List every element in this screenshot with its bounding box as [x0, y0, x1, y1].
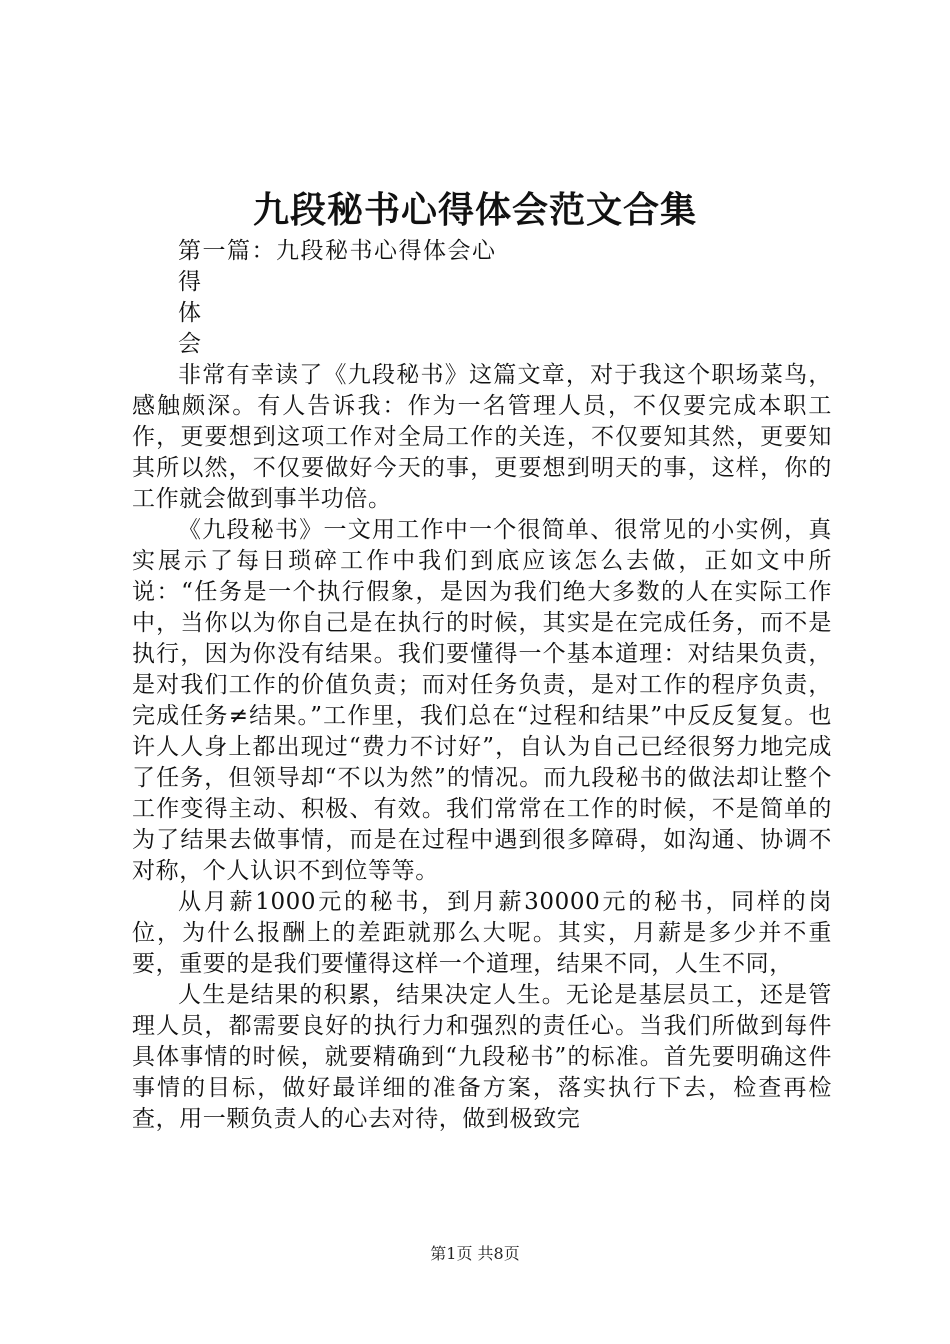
body-paragraph-1: 非常有幸读了《九段秘书》这篇文章，对于我这个职场菜鸟，感触颇深。有人告诉我：作为一名管理人员，不仅要完成本职工作，更要想到这项工作对全局工作的关连，不仅要知其然，更要知其所以然，不仅要做好今天的事，更要想到明天的事，这样，你的工作就会做到事半功倍。	[132, 362, 832, 512]
heading-continuation-char: 体	[178, 300, 202, 326]
heading-continuation-char: 会	[178, 331, 202, 357]
body-paragraph-2: 《九段秘书》一文用工作中一个很简单、很常见的小实例，真实展示了每日琐碎工作中我们到底应该怎么去做，正如文中所说：“任务是一个执行假象，是因为我们绝大多数的人在实际工作中，当你以为你自己是在执行的时候，其实是在完成任务，而不是执行，因为你没有结果。我们要懂得一个基本道理：对结果负责，是对我们工作的价值负责；而对任务负责，是对工作的程序负责，完成任务≠结果。”工作里，我们总在“过程和结果”中反反复复。也许人人身上都出现过“费力不讨好”，自认为自己已经很努力地完成了任务，但领导却“不以为然”的情况。而九段秘书的做法却让整个工作变得主动、积极、有效。我们常常在工作的时候，不是简单的为了结果去做事情，而是在过程中遇到很多障碍，如沟通、协调不对称，个人认识不到位等等。	[132, 517, 832, 884]
document-title: 九段秘书心得体会范文合集	[252, 189, 697, 231]
heading-continuation-char: 得	[178, 269, 202, 295]
page-number-footer: 第1页 共8页	[430, 1244, 520, 1263]
section-heading: 第一篇：九段秘书心得体会心	[178, 238, 497, 264]
body-paragraph-3: 从月薪1000元的秘书，到月薪30000元的秘书，同样的岗位，为什么报酬上的差距就那么大呢。其实，月薪是多少并不重要，重要的是我们要懂得这样一个道理，结果不同，人生不同，	[132, 889, 832, 977]
body-paragraph-4: 人生是结果的积累，结果决定人生。无论是基层员工，还是管理人员，都需要良好的执行力和强烈的责任心。当我们所做到每件具体事情的时候，就要精确到“九段秘书”的标准。首先要明确这件事情的目标，做好最详细的准备方案，落实执行下去，检查再检查，用一颗负责人的心去对待，做到极致完	[132, 982, 832, 1132]
document-body	[132, 236, 832, 1135]
